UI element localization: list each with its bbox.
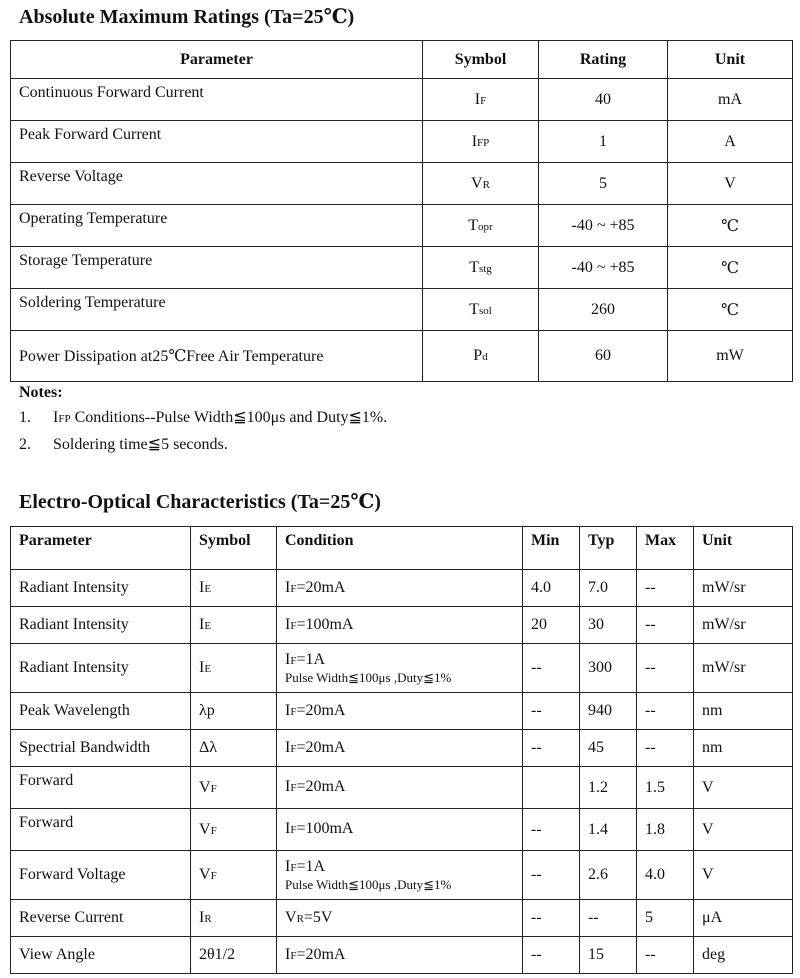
symbol-subscript: F [210,782,217,795]
symbol-subscript: R [204,913,212,925]
eo-max-cell: -- [637,693,694,730]
symbol-letter: I [474,90,481,108]
symbol-letter: I [199,659,205,676]
eo-table-row [11,644,793,693]
symbol-subscript: R [482,178,490,191]
eo-symbol-cell [191,693,277,730]
eo-parameter-cell: Forward [11,809,191,851]
eo-condition-cell [277,767,523,809]
eo-header-typ: Typ [580,527,637,570]
symbol-subscript: E [204,583,212,595]
eo-symbol-cell [191,900,277,937]
symbol-letter: V [199,778,211,796]
amr-rating-cell: -40 ~ +85 [539,205,668,247]
eo-symbol-cell [191,570,277,607]
eo-symbol-cell [191,809,277,851]
condition-symbol: I [285,778,291,795]
eo-unit-cell: μA [694,900,793,937]
amr-symbol-cell [423,121,539,163]
notes-title: Notes: [19,384,63,401]
condition-value: =1A [296,650,326,668]
amr-rating-cell: 40 [539,79,668,121]
condition-subscript: F [290,582,297,595]
eo-parameter-cell: Radiant Intensity [11,607,191,644]
note-text: Soldering time≦5 seconds. [53,436,228,453]
condition-value: =100mA [296,615,354,633]
symbol-subscript: F [210,870,217,882]
symbol-subscript: E [204,620,212,632]
eo-table-row [11,851,793,900]
condition-symbol: I [285,945,291,963]
note-number: 1. [19,409,31,426]
eo-max-cell: 5 [637,900,694,937]
condition-note: Pulse Width≦100μs ,Duty≦1% [285,876,452,892]
symbol-subscript: FP [477,136,490,149]
note-symbol-sub: FP [58,413,71,425]
condition-main [285,579,514,598]
amr-rating-cell: 5 [539,163,668,205]
eo-table-row [11,607,793,644]
amr-table-row [11,121,793,163]
eo-max-cell: -- [637,937,694,974]
eo-condition-cell [277,570,523,607]
amr-parameter-cell: Peak Forward Current [11,121,423,163]
eo-condition-cell [277,900,523,937]
amr-section-title: Absolute Maximum Ratings (Ta=25℃) [19,6,355,28]
eo-parameter-cell: Reverse Current [11,900,191,937]
amr-header-symbol: Symbol [423,41,539,79]
eo-parameter-cell: Spectrial Bandwidth [11,730,191,767]
amr-parameter-cell: Continuous Forward Current [11,79,423,121]
eo-max-cell: 1.8 [637,809,694,851]
eo-section-title: Electro-Optical Characteristics (Ta=25℃) [19,491,381,513]
eo-typ-cell: 300 [580,644,637,693]
eo-parameter-cell: Radiant Intensity [11,644,191,693]
amr-symbol-cell [423,331,539,382]
eo-header-max: Max [637,527,694,570]
eo-table-row [11,767,793,809]
eo-typ-cell: 2.6 [580,851,637,900]
condition-subscript: F [290,782,297,794]
amr-unit-cell: ℃ [668,247,793,289]
eo-table-row [11,900,793,937]
condition-value: =20mA [296,945,346,963]
symbol-letter: I [199,909,205,926]
amr-table-row [11,289,793,331]
eo-symbol-cell [191,851,277,900]
eo-condition-cell [277,851,523,900]
eo-max-cell: 1.5 [637,767,694,809]
amr-header-row [11,41,793,79]
condition-main [285,616,514,635]
eo-condition-cell [277,730,523,767]
eo-table-row [11,809,793,851]
symbol-subscript: sol [478,304,492,317]
eo-unit-cell: mW/sr [694,607,793,644]
condition-note: Pulse Width≦100μs ,Duty≦1% [285,669,452,685]
symbol-letter: λp [199,702,215,719]
condition-value: =20mA [296,738,346,756]
eo-condition-cell [277,693,523,730]
eo-table-row [11,693,793,730]
amr-symbol-cell [423,205,539,247]
electro-optical-table [10,526,793,974]
eo-condition-cell [277,644,523,693]
amr-table-row [11,163,793,205]
symbol-letter: Δλ [199,739,218,756]
eo-symbol-cell [191,730,277,767]
amr-symbol-cell [423,247,539,289]
notes-block [19,380,387,457]
eo-header-unit: Unit [694,527,793,570]
amr-unit-cell: A [668,121,793,163]
condition-symbol: I [285,820,291,837]
symbol-subscript: opr [478,220,493,233]
note-symbol: I [53,409,59,426]
amr-header-parameter: Parameter [11,41,423,79]
symbol-letter: I [471,132,478,150]
eo-min-cell [523,767,580,809]
condition-main [285,946,514,965]
amr-rating-cell: 1 [539,121,668,163]
eo-min-cell: -- [523,730,580,767]
eo-parameter-cell: Peak Wavelength [11,693,191,730]
symbol-subscript: F [480,94,487,107]
eo-condition-cell [277,809,523,851]
symbol-letter: 2θ1/2 [199,946,236,963]
amr-unit-cell: ℃ [668,289,793,331]
condition-value: =1A [296,857,326,875]
eo-parameter-cell: Forward Voltage [11,851,191,900]
symbol-letter: T [469,258,479,276]
eo-condition-cell [277,607,523,644]
condition-subscript: F [290,654,297,667]
eo-max-cell: -- [637,570,694,607]
eo-header-condition: Condition [277,527,523,570]
eo-min-cell: -- [523,809,580,851]
amr-unit-cell: ℃ [668,205,793,247]
eo-unit-cell: mW/sr [694,570,793,607]
eo-min-cell: -- [523,693,580,730]
eo-parameter-cell: View Angle [11,937,191,974]
eo-symbol-cell [191,767,277,809]
eo-table-row [11,730,793,767]
eo-condition-cell [277,937,523,974]
eo-header-parameter: Parameter [11,527,191,570]
amr-rating-cell: 260 [539,289,668,331]
symbol-letter: V [199,820,211,838]
amr-rating-cell: -40 ~ +85 [539,247,668,289]
symbol-letter: V [471,174,483,192]
symbol-letter: T [469,300,479,318]
symbol-letter: T [468,216,479,234]
note-item-2 [19,432,387,457]
symbol-letter: I [199,579,205,596]
condition-value: =20mA [296,701,346,719]
amr-header-rating: Rating [539,41,668,79]
eo-symbol-cell [191,644,277,693]
amr-rating-cell: 60 [539,331,668,382]
eo-header-min: Min [523,527,580,570]
amr-parameter-cell: Operating Temperature [11,205,423,247]
eo-header-row [11,527,793,570]
amr-parameter-cell: Reverse Voltage [11,163,423,205]
symbol-subscript: d [482,351,488,363]
eo-unit-cell: V [694,767,793,809]
eo-max-cell: 4.0 [637,851,694,900]
amr-table-row [11,79,793,121]
amr-symbol-cell [423,163,539,205]
amr-header-unit: Unit [668,41,793,79]
eo-parameter-cell: Radiant Intensity [11,570,191,607]
amr-unit-cell: mA [668,79,793,121]
condition-value: =20mA [296,578,346,596]
condition-subscript: F [290,619,297,632]
eo-typ-cell: 940 [580,693,637,730]
eo-unit-cell: V [694,809,793,851]
condition-subscript: F [290,705,297,718]
condition-symbol: I [285,578,291,596]
amr-symbol-cell [423,289,539,331]
condition-symbol: I [285,650,291,668]
eo-min-cell: 20 [523,607,580,644]
condition-main [285,651,514,670]
eo-table-row [11,937,793,974]
symbol-letter: P [473,347,483,364]
note-number: 2. [19,436,31,453]
amr-parameter-cell: Power Dissipation at25℃Free Air Temperature [11,331,423,382]
eo-unit-cell: nm [694,730,793,767]
amr-table-row [11,331,793,382]
eo-typ-cell: 7.0 [580,570,637,607]
note-item-1 [19,405,387,432]
eo-parameter-cell: Forward [11,767,191,809]
condition-value: =100mA [296,820,354,837]
eo-typ-cell: 30 [580,607,637,644]
condition-symbol: V [285,908,297,926]
eo-min-cell: -- [523,851,580,900]
eo-unit-cell: V [694,851,793,900]
condition-main [285,909,514,928]
note-text: Conditions--Pulse Width≦100μs and Duty≦1%. [70,409,388,426]
condition-symbol: I [285,738,291,756]
symbol-subscript: E [204,663,212,675]
amr-table-row [11,205,793,247]
condition-main [285,858,514,877]
eo-unit-cell: nm [694,693,793,730]
condition-subscript: F [290,824,297,836]
eo-unit-cell: deg [694,937,793,974]
condition-symbol: I [285,701,291,719]
condition-subscript: F [290,861,297,874]
symbol-letter: I [199,616,205,633]
condition-value: =5V [303,908,333,926]
amr-symbol-cell [423,79,539,121]
absolute-maximum-ratings-table [10,40,793,382]
eo-typ-cell: 45 [580,730,637,767]
condition-symbol: I [285,615,291,633]
symbol-letter: V [199,866,211,883]
eo-typ-cell: -- [580,900,637,937]
eo-symbol-cell [191,607,277,644]
amr-table-row [11,247,793,289]
condition-subscript: F [290,742,297,755]
symbol-subscript: F [210,824,217,837]
eo-symbol-cell [191,937,277,974]
condition-main [285,702,514,721]
condition-symbol: I [285,857,291,875]
eo-max-cell: -- [637,644,694,693]
eo-max-cell: -- [637,730,694,767]
eo-max-cell: -- [637,607,694,644]
amr-parameter-cell: Soldering Temperature [11,289,423,331]
eo-min-cell: -- [523,644,580,693]
condition-subscript: F [290,949,297,962]
eo-min-cell: 4.0 [523,570,580,607]
eo-typ-cell: 1.4 [580,809,637,851]
eo-min-cell: -- [523,937,580,974]
condition-value: =20mA [296,778,346,795]
eo-typ-cell: 15 [580,937,637,974]
eo-typ-cell: 1.2 [580,767,637,809]
amr-unit-cell: V [668,163,793,205]
symbol-subscript: stg [478,262,492,275]
eo-table-row [11,570,793,607]
condition-main [285,778,514,797]
amr-parameter-cell: Storage Temperature [11,247,423,289]
eo-unit-cell: mW/sr [694,644,793,693]
eo-min-cell: -- [523,900,580,937]
condition-main [285,820,514,839]
eo-header-symbol: Symbol [191,527,277,570]
condition-subscript: R [296,912,304,925]
condition-main [285,739,514,758]
amr-unit-cell: mW [668,331,793,382]
